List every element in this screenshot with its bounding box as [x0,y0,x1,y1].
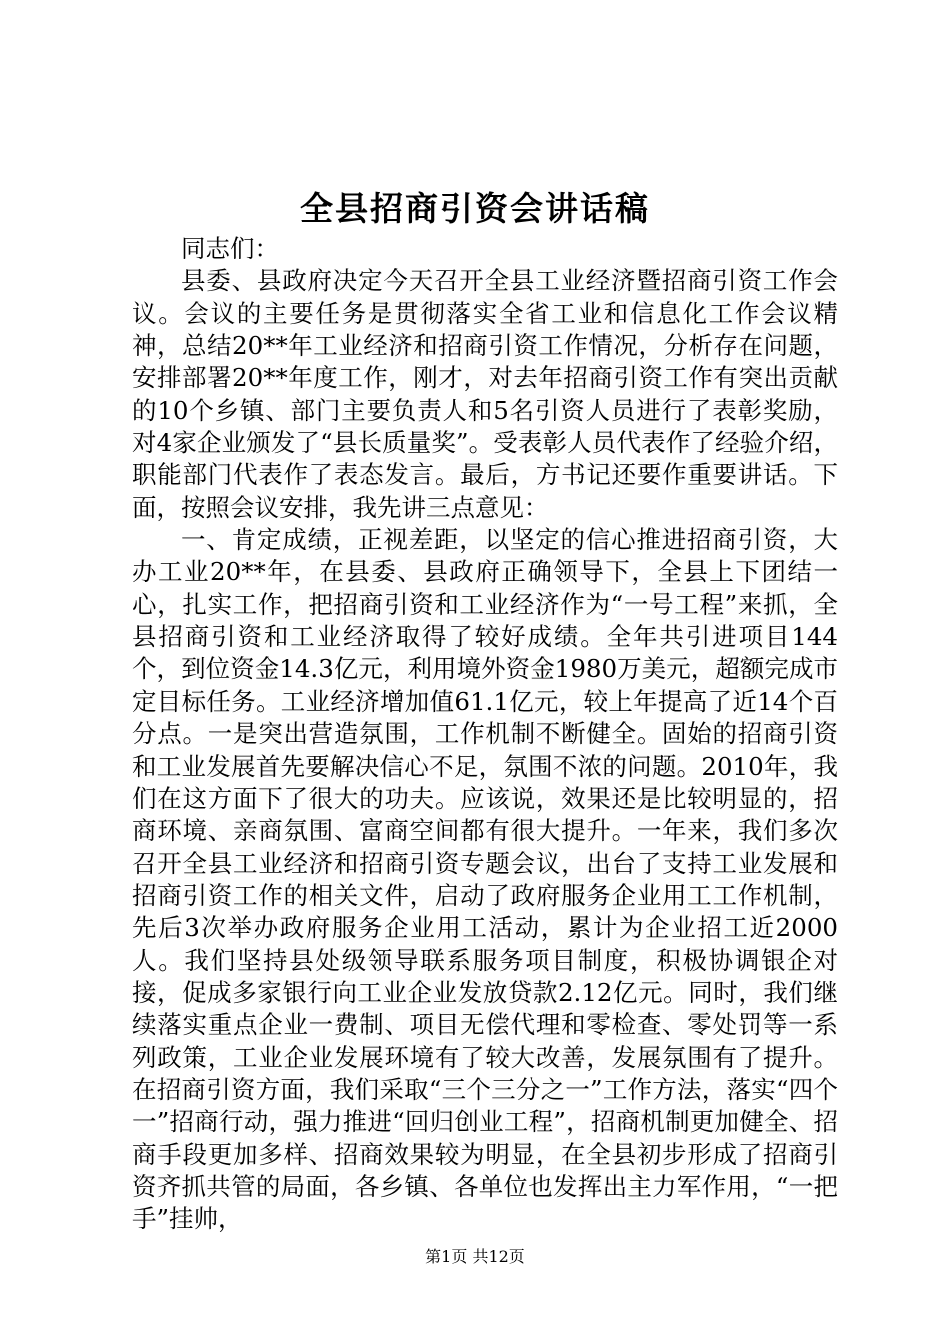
document-title: 全县招商引资会讲话稿 [300,189,650,228]
paragraph-2: 一、肯定成绩，正视差距，以坚定的信心推进招商引资，大办工业20**年，在县委、县政府正确领导下，全县上下团结一心，扎实工作，把招商引资和工业经济作为“一号工程”来抓，全县招商引资和工业经济取得了较好成绩。全年共引进项目144个，到位资金14.3亿元，利用境外资金1980万美元，超额完成市定目标任务。工业经济增加值61.1亿元，较上年提高了近14个百分点。一是突出营造氛围，工作机制不断健全。固始的招商引资和工业发展首先要解决信心不足，氛围不浓的问题。2010年，我们在这方面下了很大的功夫。应该说，效果还是比较明显的，招商环境、亲商氛围、富商空间都有很大提升。一年来，我们多次召开全县工业经济和招商引资专题会议，出台了支持工业发展和招商引资工作的相关文件，启动了政府服务企业用工工作机制，先后3次举办政府服务企业用工活动，累计为企业招工近2000人。我们坚持县处级领导联系服务项目制度，积极协调银企对接，促成多家银行向工业企业发放贷款2.12亿元。同时，我们继续落实重点企业一费制、项目无偿代理和零检查、零处罚等一系列政策，工业企业发展环境有了较大改善，发展氛围有了提升。在招商引资方面，我们采取“三个三分之一”工作方法，落实“四个一”招商行动，强力推进“回归创业工程”，招商机制更加健全、招商手段更加多样、招商效果较为明显，在全县初步形成了招商引资齐抓共管的局面，各乡镇、各单位也发挥出主力军作用，“一把手”挂帅， [132,525,838,1234]
page-number-footer: 第1页 共12页 [425,1247,525,1266]
salutation: 同志们： [181,234,279,263]
paragraph-1: 县委、县政府决定今天召开全县工业经济暨招商引资工作会议。会议的主要任务是贯彻落实全省工业和信息化工作会议精神，总结20**年工业经济和招商引资工作情况，分析存在问题，安排部署20**年度工作，刚才，对去年招商引资工作有突出贡献的10个乡镇、部门主要负责人和5名引资人员进行了表彰奖励，对4家企业颁发了“县长质量奖”。受表彰人员代表作了经验介绍，职能部门代表作了表态发言。最后，方书记还要作重要讲话。下面，按照会议安排，我先讲三点意见： [132,266,838,522]
document-body [132,233,838,1236]
